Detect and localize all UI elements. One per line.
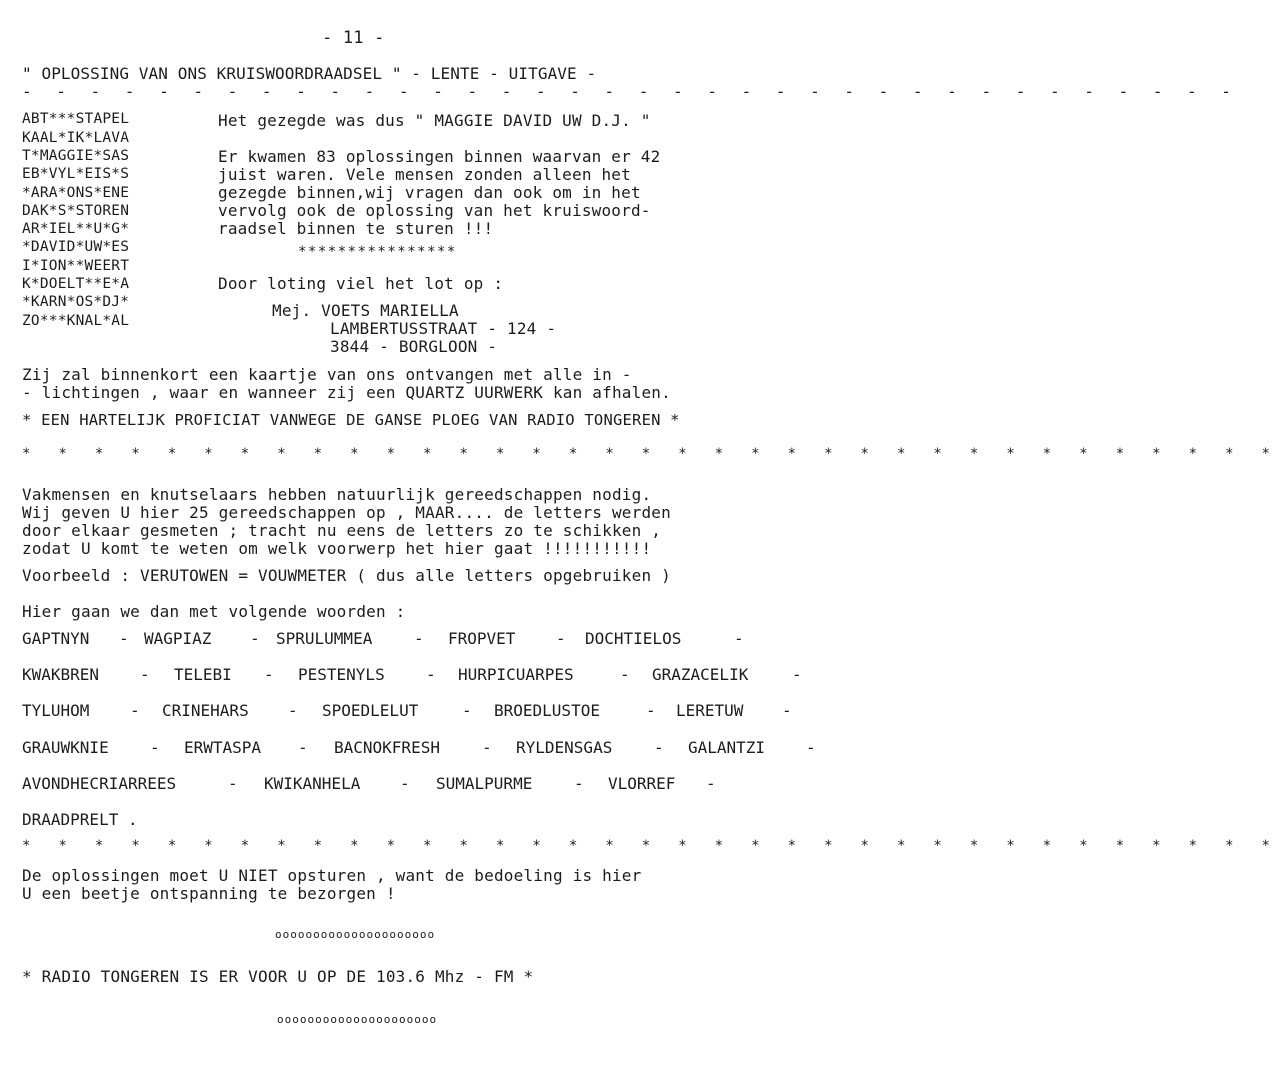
puzzle-intro-line: zodat U komt te weten om welk voorwerp het hier gaat !!!!!!!!!!! [22, 539, 652, 558]
words-intro: Hier gaan we dan met volgende woorden : [22, 602, 406, 621]
grid-row: *DAVID*UW*ES [22, 239, 130, 255]
page-number: - 11 - [322, 28, 385, 48]
prize-text-line: Zij zal binnenkort een kaartje van ons ontvangen met alle in - [22, 365, 632, 384]
example-line: Voorbeeld : VERUTOWEN = VOUWMETER ( dus alle letters opgebruiken ) [22, 566, 671, 585]
closing-text-line: U een beetje ontspanning te bezorgen ! [22, 884, 396, 903]
circle-divider: ooooooooooooooooooooo [275, 928, 436, 941]
word-row [22, 774, 822, 794]
word-separator: - [250, 629, 260, 648]
grid-row: *ARA*ONS*ENE [22, 185, 130, 201]
word-row [22, 738, 822, 758]
word-separator: - [426, 665, 436, 684]
word-row [22, 701, 822, 721]
entries-text-line: raadsel binnen te sturen !!! [218, 219, 494, 238]
stars-divider-short: **************** [298, 244, 457, 260]
word-separator: - [400, 774, 410, 793]
draw-line: Door loting viel het lot op : [218, 274, 504, 293]
word-separator: - [298, 738, 308, 757]
grid-row: DAK*S*STOREN [22, 203, 130, 219]
puzzle-intro-line: Wij geven U hier 25 gereedschappen op , MAAR.... de letters werden [22, 503, 671, 522]
scrambled-word: DRAADPRELT . [22, 810, 138, 829]
answer-line: Het gezegde was dus " MAGGIE DAVID UW D.J. " [218, 111, 651, 130]
word-separator: - [119, 629, 129, 648]
puzzle-intro-line: door elkaar gesmeten ; tracht nu eens de letters zo te schikken , [22, 521, 662, 540]
word-separator: - [734, 629, 744, 648]
closing-text-line: De oplossingen moet U NIET opsturen , want de bedoeling is hier [22, 866, 642, 885]
word-row [22, 810, 822, 830]
scrambled-word: FROPVET [448, 629, 516, 648]
scrambled-word: DOCHTIELOS [585, 629, 682, 648]
word-separator: - [646, 701, 656, 720]
word-separator: - [130, 701, 140, 720]
word-separator: - [482, 738, 492, 757]
puzzle-intro-line: Vakmensen en knutselaars hebben natuurlijk gereedschappen nodig. [22, 485, 652, 504]
radio-frequency-line: * RADIO TONGEREN IS ER VOOR U OP DE 103.6 Mhz - FM * [22, 967, 534, 986]
word-separator: - [654, 738, 664, 757]
scrambled-word: GALANTZI [688, 738, 766, 757]
grid-row: *KARN*OS*DJ* [22, 294, 130, 310]
scrambled-word: HURPICUARPES [458, 665, 574, 684]
scrambled-word: LERETUW [676, 701, 744, 720]
word-separator: - [620, 665, 630, 684]
word-row [22, 629, 822, 649]
word-separator: - [288, 701, 298, 720]
word-separator: - [264, 665, 274, 684]
grid-row: ABT***STAPEL [22, 111, 130, 127]
grid-row: KAAL*IK*LAVA [22, 130, 130, 146]
word-separator: - [414, 629, 424, 648]
scrambled-word: SPOEDLELUT [322, 701, 419, 720]
entries-text-line: Er kwamen 83 oplossingen binnen waarvan er 42 [218, 147, 661, 166]
circle-divider: ooooooooooooooooooooo [277, 1013, 438, 1026]
scrambled-word: PESTENYLS [298, 665, 385, 684]
scrambled-word: TELEBI [174, 665, 232, 684]
scrambled-word: GRAUWKNIE [22, 738, 109, 757]
word-separator: - [574, 774, 584, 793]
grid-row: K*DOELT**E*A [22, 276, 130, 292]
scrambled-word: BROEDLUSTOE [494, 701, 600, 720]
scrambled-word: VLORREF [608, 774, 676, 793]
grid-row: AR*IEL**U*G* [22, 221, 130, 237]
winner-street: LAMBERTUSSTRAAT - 124 - [330, 319, 557, 338]
grid-row: T*MAGGIE*SAS [22, 148, 130, 164]
entries-text-line: vervolg ook de oplossing van het kruiswoord- [218, 201, 651, 220]
section-heading: " OPLOSSING VAN ONS KRUISWOORDRAADSEL " - LENTE - UITGAVE - [22, 64, 597, 83]
scrambled-word: KWIKANHELA [264, 774, 361, 793]
scrambled-word: SPRULUMMEA [276, 629, 373, 648]
scrambled-word: ERWTASPA [184, 738, 262, 757]
grid-row: ZO***KNAL*AL [22, 313, 130, 329]
word-separator: - [140, 665, 150, 684]
scrambled-word: AVONDHECRIARREES [22, 774, 177, 793]
scrambled-word: RYLDENSGAS [516, 738, 613, 757]
scrambled-word: BACNOKFRESH [334, 738, 440, 757]
stars-divider: * * * * * * * * * * * * * * * * * * * * * * * * * * * * * * * * * * * [22, 446, 1280, 462]
winner-name: Mej. VOETS MARIELLA [272, 301, 459, 320]
scrambled-word: CRINEHARS [162, 701, 249, 720]
grid-row: EB*VYL*EIS*S [22, 166, 130, 182]
grid-row: I*ION**WEERT [22, 258, 130, 274]
stars-divider: * * * * * * * * * * * * * * * * * * * * * * * * * * * * * * * * * * * [22, 838, 1280, 854]
scrambled-word: KWAKBREN [22, 665, 100, 684]
scrambled-word: GAPTNYN [22, 629, 90, 648]
scrambled-word: GRAZACELIK [652, 665, 749, 684]
word-separator: - [150, 738, 160, 757]
word-separator: - [792, 665, 802, 684]
scrambled-word: TYLUHOM [22, 701, 90, 720]
winner-city: 3844 - BORGLOON - [330, 337, 498, 356]
word-separator: - [228, 774, 238, 793]
word-separator: - [556, 629, 566, 648]
word-separator: - [806, 738, 816, 757]
scrambled-word: WAGPIAZ [144, 629, 212, 648]
entries-text-line: juist waren. Vele mensen zonden alleen het [218, 165, 631, 184]
scrambled-word: SUMALPURME [436, 774, 533, 793]
word-separator: - [782, 701, 792, 720]
heading-rule: - - - - - - - - - - - - - - - - - - - - - - - - - - - - - - - - - - - - [22, 82, 1239, 101]
word-row [22, 665, 822, 685]
prize-text-line: - lichtingen , waar en wanneer zij een QUARTZ UURWERK kan afhalen. [22, 383, 671, 402]
entries-text-line: gezegde binnen,wij vragen dan ook om in het [218, 183, 641, 202]
word-separator: - [706, 774, 716, 793]
congratulations-line: * EEN HARTELIJK PROFICIAT VANWEGE DE GANSE PLOEG VAN RADIO TONGEREN * [22, 411, 680, 429]
word-separator: - [462, 701, 472, 720]
